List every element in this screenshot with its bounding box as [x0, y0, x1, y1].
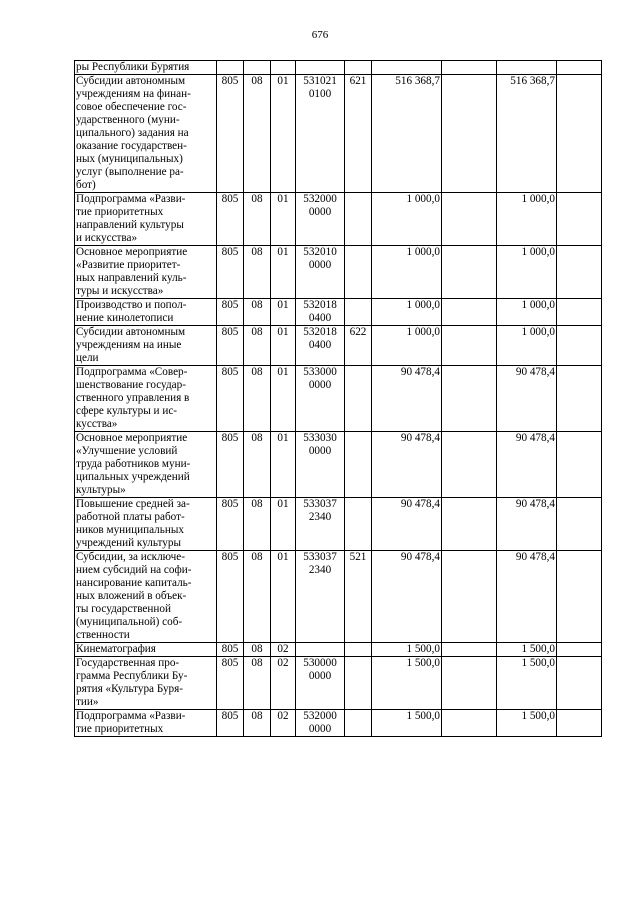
cell-grbs: 805 [217, 75, 244, 193]
cell-section: 08 [244, 657, 271, 710]
cell-expense-type: 621 [345, 75, 372, 193]
cell-sum-other [557, 710, 602, 737]
cell-subsection: 02 [271, 710, 296, 737]
cell-expense-type [345, 643, 372, 657]
cell-target-article [296, 643, 345, 657]
cell-sum-total: 1 500,0 [372, 710, 442, 737]
cell-subsection: 02 [271, 643, 296, 657]
cell-subsection: 01 [271, 193, 296, 246]
cell-name: Кинематография [75, 643, 217, 657]
cell-section [244, 61, 271, 75]
cell-sum-federal [442, 246, 497, 299]
cell-target-article: 533037 2340 [296, 551, 345, 643]
cell-grbs: 805 [217, 432, 244, 498]
cell-expense-type [345, 710, 372, 737]
cell-grbs: 805 [217, 326, 244, 366]
cell-target-article: 532000 0000 [296, 193, 345, 246]
cell-expense-type: 622 [345, 326, 372, 366]
cell-expense-type [345, 61, 372, 75]
cell-name: Повышение средней за- работной платы работ- ников муниципальных учреждений культуры [75, 498, 217, 551]
cell-section: 08 [244, 366, 271, 432]
cell-grbs: 805 [217, 366, 244, 432]
cell-target-article: 533000 0000 [296, 366, 345, 432]
cell-sum-other [557, 326, 602, 366]
cell-subsection: 01 [271, 551, 296, 643]
table-row [75, 75, 602, 193]
cell-sum-total: 1 500,0 [372, 657, 442, 710]
table-row [75, 657, 602, 710]
cell-expense-type [345, 193, 372, 246]
cell-sum-regional: 1 000,0 [497, 299, 557, 326]
cell-name: Производство и попол- нение кинолетописи [75, 299, 217, 326]
table-row [75, 193, 602, 246]
table-row [75, 643, 602, 657]
cell-sum-other [557, 551, 602, 643]
cell-target-article: 533030 0000 [296, 432, 345, 498]
cell-sum-other [557, 246, 602, 299]
cell-sum-federal [442, 75, 497, 193]
cell-name: Субсидии автономным учреждениям на финан- совое обеспечение гос- ударственного (муни- ципального) задания на оказание государствен- ных (муниципальных) услуг (выполнение ра- бот) [75, 75, 217, 193]
cell-grbs [217, 61, 244, 75]
cell-name: Подпрограмма «Совер- шенствование государ- ственного управления в сфере культуры и ис- кусства» [75, 366, 217, 432]
cell-sum-regional: 90 478,4 [497, 551, 557, 643]
cell-grbs: 805 [217, 710, 244, 737]
cell-sum-total: 90 478,4 [372, 551, 442, 643]
cell-section: 08 [244, 326, 271, 366]
cell-expense-type [345, 299, 372, 326]
cell-sum-regional: 1 500,0 [497, 657, 557, 710]
cell-sum-total: 1 500,0 [372, 643, 442, 657]
cell-target-article: 533037 2340 [296, 498, 345, 551]
cell-subsection: 01 [271, 498, 296, 551]
table-row [75, 366, 602, 432]
cell-sum-federal [442, 61, 497, 75]
table-body [75, 61, 602, 737]
cell-subsection: 01 [271, 432, 296, 498]
cell-name: Субсидии, за исключе- нием субсидий на софи- нансирование капиталь- ных вложений в объек- ты государственной (муниципальной) соб- ственности [75, 551, 217, 643]
cell-section: 08 [244, 246, 271, 299]
cell-sum-federal [442, 326, 497, 366]
cell-section: 08 [244, 75, 271, 193]
cell-sum-regional: 90 478,4 [497, 432, 557, 498]
cell-section: 08 [244, 432, 271, 498]
cell-grbs: 805 [217, 193, 244, 246]
cell-sum-total: 1 000,0 [372, 193, 442, 246]
cell-sum-federal [442, 710, 497, 737]
cell-grbs: 805 [217, 643, 244, 657]
cell-sum-federal [442, 193, 497, 246]
cell-target-article: 532000 0000 [296, 710, 345, 737]
cell-sum-total: 90 478,4 [372, 498, 442, 551]
cell-target-article: 531021 0100 [296, 75, 345, 193]
cell-subsection [271, 61, 296, 75]
cell-subsection: 01 [271, 246, 296, 299]
cell-sum-total: 90 478,4 [372, 432, 442, 498]
cell-sum-other [557, 432, 602, 498]
page-number: 676 [311, 29, 329, 41]
cell-subsection: 01 [271, 75, 296, 193]
table-row [75, 432, 602, 498]
cell-target-article [296, 61, 345, 75]
cell-name: Подпрограмма «Разви- тие приоритетных [75, 710, 217, 737]
cell-grbs: 805 [217, 246, 244, 299]
cell-subsection: 01 [271, 299, 296, 326]
cell-subsection: 01 [271, 366, 296, 432]
cell-expense-type [345, 366, 372, 432]
cell-grbs: 805 [217, 299, 244, 326]
cell-subsection: 01 [271, 326, 296, 366]
cell-name: Подпрограмма «Разви- тие приоритетных направлений культуры и искусства» [75, 193, 217, 246]
cell-grbs: 805 [217, 551, 244, 643]
cell-sum-other [557, 61, 602, 75]
cell-sum-regional: 90 478,4 [497, 498, 557, 551]
cell-section: 08 [244, 551, 271, 643]
table-row [75, 498, 602, 551]
table-row [75, 326, 602, 366]
table-row [75, 551, 602, 643]
cell-sum-regional: 1 500,0 [497, 710, 557, 737]
cell-sum-other [557, 193, 602, 246]
cell-sum-federal [442, 366, 497, 432]
cell-sum-other [557, 75, 602, 193]
cell-sum-federal [442, 299, 497, 326]
cell-sum-total: 516 368,7 [372, 75, 442, 193]
cell-sum-federal [442, 657, 497, 710]
cell-section: 08 [244, 193, 271, 246]
cell-sum-other [557, 643, 602, 657]
cell-name: Основное мероприятие «Развитие приоритет- ных направлений куль- туры и искусства» [75, 246, 217, 299]
cell-section: 08 [244, 643, 271, 657]
cell-section: 08 [244, 710, 271, 737]
cell-expense-type: 521 [345, 551, 372, 643]
cell-sum-total: 1 000,0 [372, 326, 442, 366]
table-row [75, 710, 602, 737]
cell-sum-regional: 1 500,0 [497, 643, 557, 657]
cell-sum-other [557, 498, 602, 551]
cell-sum-federal [442, 643, 497, 657]
cell-grbs: 805 [217, 657, 244, 710]
cell-sum-federal [442, 498, 497, 551]
cell-section: 08 [244, 498, 271, 551]
cell-expense-type [345, 498, 372, 551]
cell-sum-regional: 1 000,0 [497, 246, 557, 299]
cell-sum-federal [442, 551, 497, 643]
cell-expense-type [345, 246, 372, 299]
budget-table [74, 60, 602, 737]
cell-target-article: 532018 0400 [296, 299, 345, 326]
cell-name: Основное мероприятие «Улучшение условий труда работников муни- ципальных учреждений культуры» [75, 432, 217, 498]
table-row [75, 299, 602, 326]
table-row [75, 246, 602, 299]
cell-sum-regional: 90 478,4 [497, 366, 557, 432]
cell-name: Государственная про- грамма Республики Бу- рятия «Культура Буря- тии» [75, 657, 217, 710]
cell-sum-other [557, 657, 602, 710]
cell-name: Субсидии автономным учреждениям на иные цели [75, 326, 217, 366]
cell-target-article: 530000 0000 [296, 657, 345, 710]
cell-expense-type [345, 657, 372, 710]
cell-sum-total: 1 000,0 [372, 246, 442, 299]
cell-name: ры Республики Бурятия [75, 61, 217, 75]
cell-grbs: 805 [217, 498, 244, 551]
cell-sum-total: 90 478,4 [372, 366, 442, 432]
cell-target-article: 532018 0400 [296, 326, 345, 366]
cell-expense-type [345, 432, 372, 498]
cell-sum-regional: 1 000,0 [497, 193, 557, 246]
cell-sum-total: 1 000,0 [372, 299, 442, 326]
cell-target-article: 532010 0000 [296, 246, 345, 299]
cell-sum-total [372, 61, 442, 75]
table-row [75, 61, 602, 75]
cell-subsection: 02 [271, 657, 296, 710]
cell-sum-regional: 1 000,0 [497, 326, 557, 366]
cell-section: 08 [244, 299, 271, 326]
cell-sum-regional [497, 61, 557, 75]
cell-sum-other [557, 299, 602, 326]
cell-sum-federal [442, 432, 497, 498]
cell-sum-regional: 516 368,7 [497, 75, 557, 193]
cell-sum-other [557, 366, 602, 432]
